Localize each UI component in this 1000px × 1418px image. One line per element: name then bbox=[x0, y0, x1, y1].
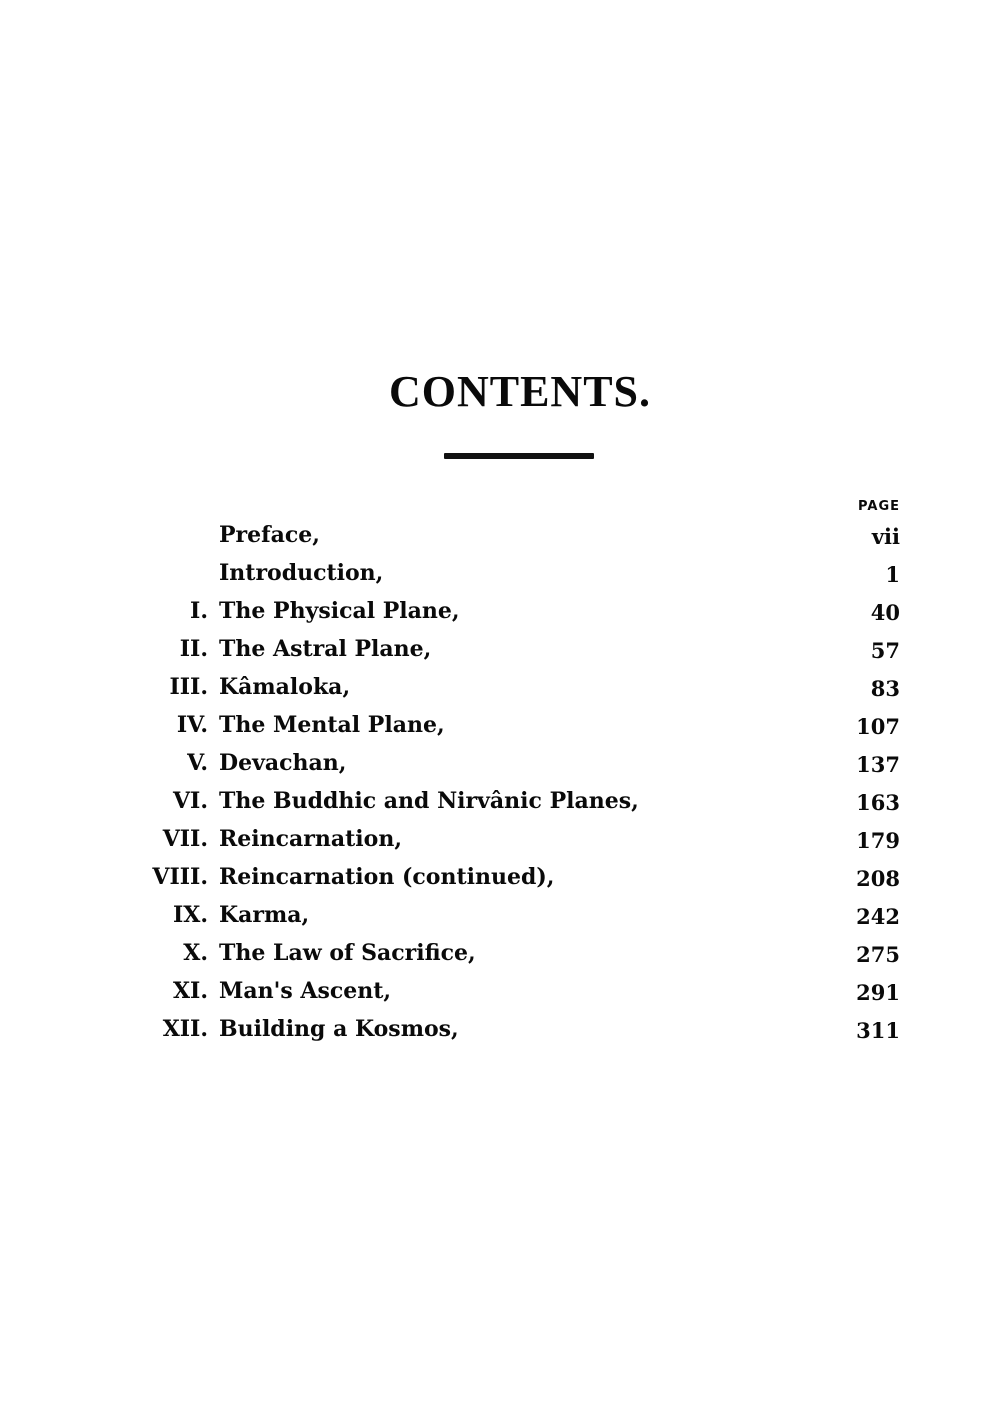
chapter-number: I. bbox=[190, 598, 208, 624]
page-number: 179 bbox=[856, 828, 900, 853]
chapter-title: Reincarnation, bbox=[219, 826, 402, 852]
chapter-number: IX. bbox=[172, 902, 208, 928]
toc-entry bbox=[0, 592, 1000, 630]
page-number: 1 bbox=[885, 562, 900, 587]
page-number: 242 bbox=[856, 904, 900, 929]
toc-entry bbox=[0, 744, 1000, 782]
toc-entry bbox=[0, 630, 1000, 668]
toc-entry bbox=[0, 668, 1000, 706]
chapter-title: Devachan, bbox=[219, 750, 347, 776]
chapter-title: The Law of Sacrifice, bbox=[219, 940, 476, 966]
chapter-number: X. bbox=[183, 940, 208, 966]
chapter-title: The Physical Plane, bbox=[219, 598, 460, 624]
chapter-number: XII. bbox=[162, 1016, 208, 1042]
chapter-title: Kâmaloka, bbox=[219, 674, 351, 700]
chapter-title: Reincarnation (continued), bbox=[219, 864, 555, 890]
page-number: 83 bbox=[870, 676, 900, 701]
chapter-number: V. bbox=[187, 750, 208, 776]
title-rule bbox=[444, 453, 594, 459]
chapter-title: Building a Kosmos, bbox=[219, 1016, 459, 1042]
chapter-number: IV. bbox=[176, 712, 208, 738]
toc-entry bbox=[0, 782, 1000, 820]
toc-entry bbox=[0, 554, 1000, 592]
chapter-number: III. bbox=[169, 674, 208, 700]
chapter-number: XI. bbox=[172, 978, 208, 1004]
page-column-heading: PAGE bbox=[858, 499, 900, 514]
page-number: 208 bbox=[856, 866, 900, 891]
page-number: 40 bbox=[870, 600, 900, 625]
chapter-title: The Buddhic and Nirvânic Planes, bbox=[219, 788, 639, 814]
page-number: 57 bbox=[870, 638, 900, 663]
toc-entry bbox=[0, 934, 1000, 972]
page-number: 275 bbox=[856, 942, 900, 967]
page-number: 163 bbox=[856, 790, 900, 815]
chapter-number: VII. bbox=[162, 826, 208, 852]
toc-entry bbox=[0, 1010, 1000, 1048]
toc-entry bbox=[0, 896, 1000, 934]
toc-entry bbox=[0, 972, 1000, 1010]
page-number: 137 bbox=[856, 752, 900, 777]
chapter-number: VIII. bbox=[152, 864, 208, 890]
table-of-contents bbox=[0, 516, 1000, 1048]
page-number: 311 bbox=[856, 1018, 900, 1043]
chapter-number: VI. bbox=[172, 788, 208, 814]
chapter-title: Man's Ascent, bbox=[219, 978, 392, 1004]
chapter-title: Karma, bbox=[219, 902, 310, 928]
page-number: 291 bbox=[856, 980, 900, 1005]
toc-entry bbox=[0, 516, 1000, 554]
chapter-title: The Astral Plane, bbox=[219, 636, 432, 662]
page-number: 107 bbox=[856, 714, 900, 739]
contents-title: CONTENTS. bbox=[388, 367, 652, 416]
toc-entry bbox=[0, 858, 1000, 896]
chapter-title: The Mental Plane, bbox=[219, 712, 445, 738]
toc-entry bbox=[0, 820, 1000, 858]
page-number: vii bbox=[871, 524, 900, 549]
toc-entry bbox=[0, 706, 1000, 744]
chapter-title: Introduction, bbox=[219, 560, 384, 586]
chapter-title: Preface, bbox=[219, 522, 320, 548]
chapter-number: II. bbox=[179, 636, 208, 662]
